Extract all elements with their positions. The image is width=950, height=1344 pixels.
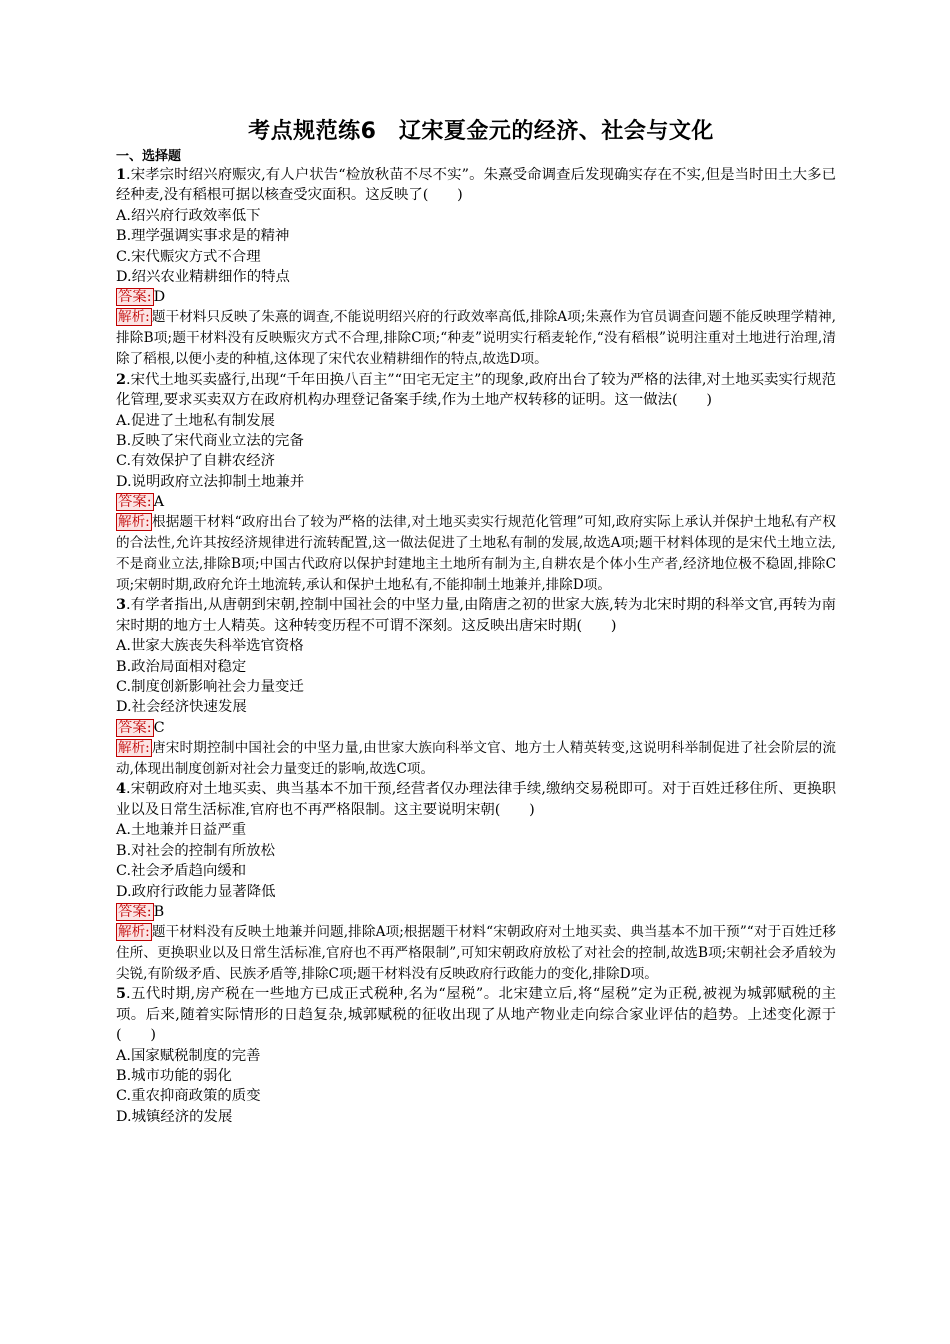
answer-value: D (153, 289, 166, 306)
answer-option: D.说明政府立法抑制土地兼并 (116, 473, 305, 490)
page-title: 考点规范练6 辽宋夏金元的经济、社会与文化 (248, 119, 714, 144)
answer-tag: 答案: (118, 903, 152, 920)
question-stem (116, 595, 836, 636)
answer-option: B.政治局面相对稳定 (116, 658, 247, 675)
explanation-text: 根据题干材料“政府出台了较为严格的法律,对土地买卖实行规范化管理”可知,政府实际上承认并保护土地私有产权的合法性,允许其按经济规律进行流转配置,这一做法促进了土地私有制的发展,故选A项;题干材料体现的是宋代土地立法,不是商业立法,排除B项;中国古代政府以保护封建地主土地所有制为主,自耕农是个体小生产者,经济地位极不稳固,排除C项;宋朝时期,政府允许土地流转,承认和保护土地私有,不能抑制土地兼并,排除D项。 (116, 514, 836, 593)
explanation-text: 题干材料只反映了朱熹的调查,不能说明绍兴府的行政效率高低,排除A项;朱熹作为官员调查问题不能反映理学精神,排除B项;题干材料没有反映赈灾方式不合理,排除C项;“种麦”说明实行稻麦轮作,“没有稻根”说明注重对土地进行治理,清除了稻根,以便小麦的种植,这体现了宋代农业精耕细作的特点,故选D项。 (116, 309, 836, 368)
explanation-tag: 解析: (118, 514, 150, 531)
question-text: .五代时期,房产税在一些地方已成正式税种,名为“屋税”。北宋建立后,将“屋税”定为正税,被视为城郭赋税的主项。后来,随着实际情形的日趋复杂,城郭赋税的征收出现了从地产物业走向综合家业评估的趋势。上述变化源于( ) (116, 986, 836, 1044)
answer-option: B.理学强调实事求是的精神 (116, 228, 290, 245)
answer-option: A.促进了土地私有制发展 (116, 412, 275, 429)
answer-option: C.有效保护了自耕农经济 (116, 453, 275, 470)
answer-option: D.城镇经济的发展 (116, 1108, 233, 1125)
question-block (116, 370, 836, 596)
answer-option: C.社会矛盾趋向缓和 (116, 863, 247, 880)
explanation-tag: 解析: (118, 739, 150, 756)
question-text: .宋代土地买卖盛行,出现“千年田换八百主”“田宅无定主”的现象,政府出台了较为严格的法律,对土地买卖实行规范化管理,要求买卖双方在政府机构办理登记备案手续,作为土地产权转移的证明。这一做法( ) (116, 371, 836, 409)
question-number: 4 (116, 780, 127, 798)
explanation (116, 738, 836, 780)
answer-option: A.绍兴府行政效率低下 (116, 207, 261, 224)
question-block (116, 779, 836, 984)
explanation (116, 307, 836, 369)
answer-option: B.反映了宋代商业立法的完备 (116, 433, 304, 450)
explanation (116, 512, 836, 595)
question-number: 2 (116, 370, 127, 388)
answer-value: C (153, 719, 165, 736)
answer-option: D.绍兴农业精耕细作的特点 (116, 269, 290, 286)
document-page (116, 116, 836, 1127)
answer-option: A.土地兼并日益严重 (116, 822, 247, 839)
answer-option: D.政府行政能力显著降低 (116, 883, 276, 900)
answer-value: A (153, 494, 165, 511)
question-text: .宋孝宗时绍兴府赈灾,有人户状告“检放秋苗不尽不实”。朱熹受命调查后发现确实存在不实,但是当时田土大多已经种麦,没有稻根可据以核查受灾面积。这反映了( ) (116, 167, 836, 204)
question-number: 3 (116, 596, 127, 614)
answer-option: A.国家赋税制度的完善 (116, 1047, 261, 1064)
answer-line (116, 492, 836, 512)
answer-line (116, 287, 836, 307)
answer-option: C.制度创新影响社会力量变迁 (116, 679, 304, 696)
question-stem (116, 984, 836, 1045)
answer-line (116, 902, 836, 922)
answer-tag: 答案: (118, 494, 152, 511)
section-heading: 一、选择题 (116, 149, 182, 164)
answer-option: C.重农抑商政策的质变 (116, 1088, 261, 1105)
question-stem (116, 779, 836, 820)
answer-option: C.宋代赈灾方式不合理 (116, 248, 261, 265)
question-list (116, 165, 836, 1127)
explanation (116, 922, 836, 984)
question-block (116, 595, 836, 779)
question-block (116, 165, 836, 370)
question-number: 1 (116, 166, 127, 183)
question-text: .有学者指出,从唐朝到宋朝,控制中国社会的中坚力量,由隋唐之初的世家大族,转为北宋时期的科举文官,再转为南宋时期的地方士人精英。这种转变历程不可谓不深刻。这反映出唐宋时期( ) (116, 597, 836, 634)
explanation-text: 题干材料没有反映土地兼并问题,排除A项;根据题干材料“宋朝政府对土地买卖、典当基本不加干预”“对于百姓迁移住所、更换职业以及日常生活标准,官府也不再严格限制”,可知宋朝政府放松了对社会的控制,故选B项;宋朝社会矛盾较为尖锐,有阶级矛盾、民族矛盾等,排除C项;题干材料没有反映政府行政能力的变化,排除D项。 (116, 923, 836, 982)
answer-tag: 答案: (118, 719, 152, 736)
explanation-tag: 解析: (118, 923, 150, 940)
question-number: 5 (116, 985, 127, 1003)
answer-option: B.对社会的控制有所放松 (116, 842, 276, 859)
answer-tag: 答案: (118, 289, 152, 306)
answer-value: B (153, 903, 165, 920)
answer-line (116, 718, 836, 738)
question-text: .宋朝政府对土地买卖、典当基本不加干预,经营者仅办理法律手续,缴纳交易税即可。对于百姓迁移住所、更换职业以及日常生活标准,官府也不再严格限制。这主要说明宋朝( ) (116, 781, 836, 818)
answer-option: B.城市功能的弱化 (116, 1067, 232, 1084)
explanation-tag: 解析: (118, 309, 150, 326)
answer-option: D.社会经济快速发展 (116, 699, 247, 716)
explanation-text: 唐宋时期控制中国社会的中坚力量,由世家大族向科举文官、地方士人精英转变,这说明科举制促进了社会阶层的流动,体现出制度创新对社会力量变迁的影响,故选C项。 (116, 739, 836, 777)
question-block (116, 984, 836, 1127)
answer-option: A.世家大族丧失科举选官资格 (116, 638, 304, 655)
question-stem (116, 165, 836, 206)
question-stem (116, 370, 836, 411)
